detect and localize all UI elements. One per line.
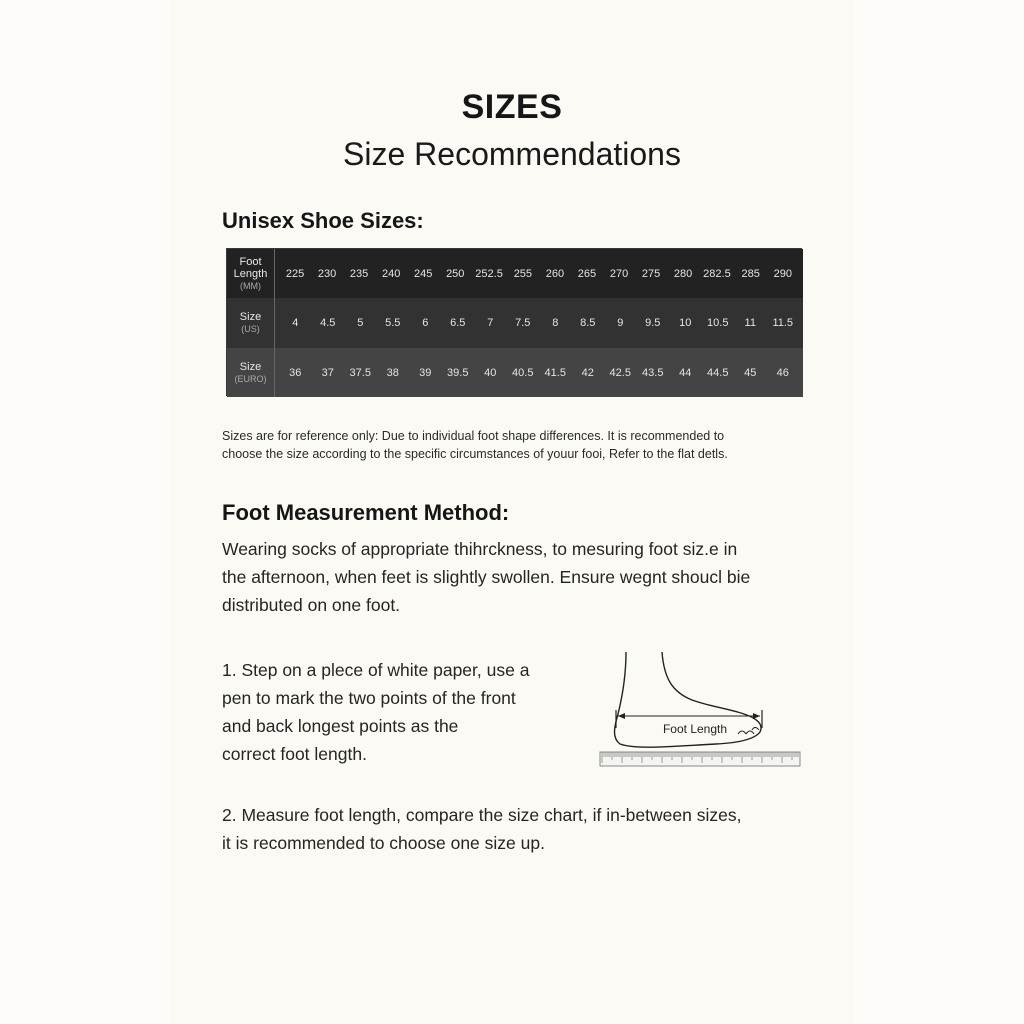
table-cell: 282.5 <box>703 267 731 280</box>
table-cell: 230 <box>317 267 337 280</box>
size-chart-table <box>226 248 802 396</box>
table-cell: 260 <box>545 267 565 280</box>
table-cell: 11.5 <box>772 317 794 329</box>
table-cell: 37.5 <box>349 366 371 379</box>
table-cell: 36 <box>289 366 302 379</box>
step-line: 2. Measure foot length, compare the size chart, if in-between sizes, <box>222 805 742 825</box>
row-header-label: Size <box>239 360 262 373</box>
row-cells <box>275 268 803 280</box>
row-cells <box>275 367 803 379</box>
table-cell: 8 <box>552 317 559 329</box>
intro-line: distributed on one foot. <box>222 595 401 615</box>
table-cell: 5 <box>357 317 364 329</box>
table-cell: 6.5 <box>450 317 466 329</box>
page-subtitle: Size Recommendations <box>343 136 681 172</box>
toes-icon <box>738 728 759 735</box>
row-header-label: Size <box>239 311 262 323</box>
row-header-unit: (MM) <box>240 280 261 291</box>
table-cell: 45 <box>744 366 757 379</box>
step-1-text <box>222 656 529 768</box>
measurement-intro <box>222 535 750 619</box>
table-cell: 290 <box>773 267 792 280</box>
step-2-text <box>222 801 741 857</box>
table-cell: 270 <box>609 267 629 280</box>
table-cell: 240 <box>381 267 401 280</box>
table-cell: 6 <box>422 317 429 329</box>
table-cell: 280 <box>673 267 693 280</box>
step-line: and back longest points as the <box>222 716 459 736</box>
step-line: pen to mark the two points of the front <box>222 688 516 708</box>
intro-line: the afternoon, when feet is slightly swollen. Ensure wegnt shoucl bie <box>222 567 751 587</box>
table-cell: 245 <box>414 267 433 280</box>
table-cell: 9.5 <box>645 317 661 329</box>
row-header-unit: (EURO) <box>234 373 267 384</box>
table-cell: 11 <box>744 317 756 329</box>
step-line: 1. Step on a plece of white paper, use a <box>222 660 530 680</box>
row-header <box>227 298 275 348</box>
row-header-label: Foot <box>239 255 262 268</box>
table-cell: 265 <box>577 267 597 280</box>
table-cell: 235 <box>349 267 369 280</box>
foot-length-label: Foot Length <box>662 722 728 736</box>
step-line: correct foot length. <box>222 744 367 764</box>
table-cell: 46 <box>776 366 789 379</box>
page-title: SIZES <box>461 88 563 126</box>
row-header-unit: (US) <box>241 324 260 334</box>
intro-line: Wearing socks of appropriate thihrckness, to mesuring foot siz.e in <box>222 539 738 559</box>
table-cell: 7.5 <box>515 317 531 329</box>
table-cell: 275 <box>641 267 661 280</box>
table-cell: 41.5 <box>544 366 566 379</box>
step-line: it is recommended to choose one size up. <box>222 833 545 853</box>
table-cell: 43.5 <box>642 366 664 379</box>
table-cell: 38 <box>386 366 399 379</box>
table-cell: 37 <box>321 366 334 379</box>
note-line: Sizes are for reference only: Due to individual foot shape differences. It is recommended to <box>222 429 725 443</box>
table-cell: 225 <box>285 267 305 280</box>
table-row-foot-length <box>227 249 803 298</box>
table-cell: 42 <box>581 366 594 379</box>
table-cell: 4.5 <box>320 317 336 329</box>
table-cell: 44 <box>679 366 692 379</box>
table-cell: 4 <box>292 317 299 329</box>
table-cell: 8.5 <box>580 317 596 329</box>
table-cell: 252.5 <box>475 267 503 280</box>
table-cell: 42.5 <box>609 366 631 379</box>
foot-measurement-diagram <box>596 648 802 774</box>
measurement-heading: Foot Measurement Method: <box>222 500 510 525</box>
arrow-left-icon <box>618 713 625 719</box>
table-cell: 10.5 <box>707 317 729 329</box>
table-row-size-euro <box>227 348 803 397</box>
table-cell: 250 <box>446 267 465 280</box>
table-cell: 10 <box>679 317 692 329</box>
table-cell: 255 <box>513 267 533 280</box>
table-cell: 44.5 <box>707 366 729 379</box>
note-line: choose the size according to the specific circumstances of youur fooi, Refer to the flat detls. <box>222 447 728 461</box>
table-cell: 39 <box>419 366 432 379</box>
table-row-size-us <box>227 298 803 348</box>
table-cell: 7 <box>487 317 494 329</box>
shoe-sizes-heading: Unisex Shoe Sizes: <box>222 208 424 233</box>
table-cell: 40 <box>484 366 497 379</box>
table-cell: 285 <box>741 267 760 280</box>
table-cell: 9 <box>617 317 624 329</box>
table-cell: 40.5 <box>512 366 534 379</box>
row-cells <box>275 317 803 329</box>
row-header <box>227 249 275 298</box>
row-header-label-2: Length <box>233 267 268 280</box>
table-cell: 5.5 <box>385 317 401 329</box>
table-cell: 39.5 <box>447 366 469 379</box>
arrow-right-icon <box>753 713 760 719</box>
row-header <box>227 348 275 397</box>
size-disclaimer <box>222 427 822 463</box>
